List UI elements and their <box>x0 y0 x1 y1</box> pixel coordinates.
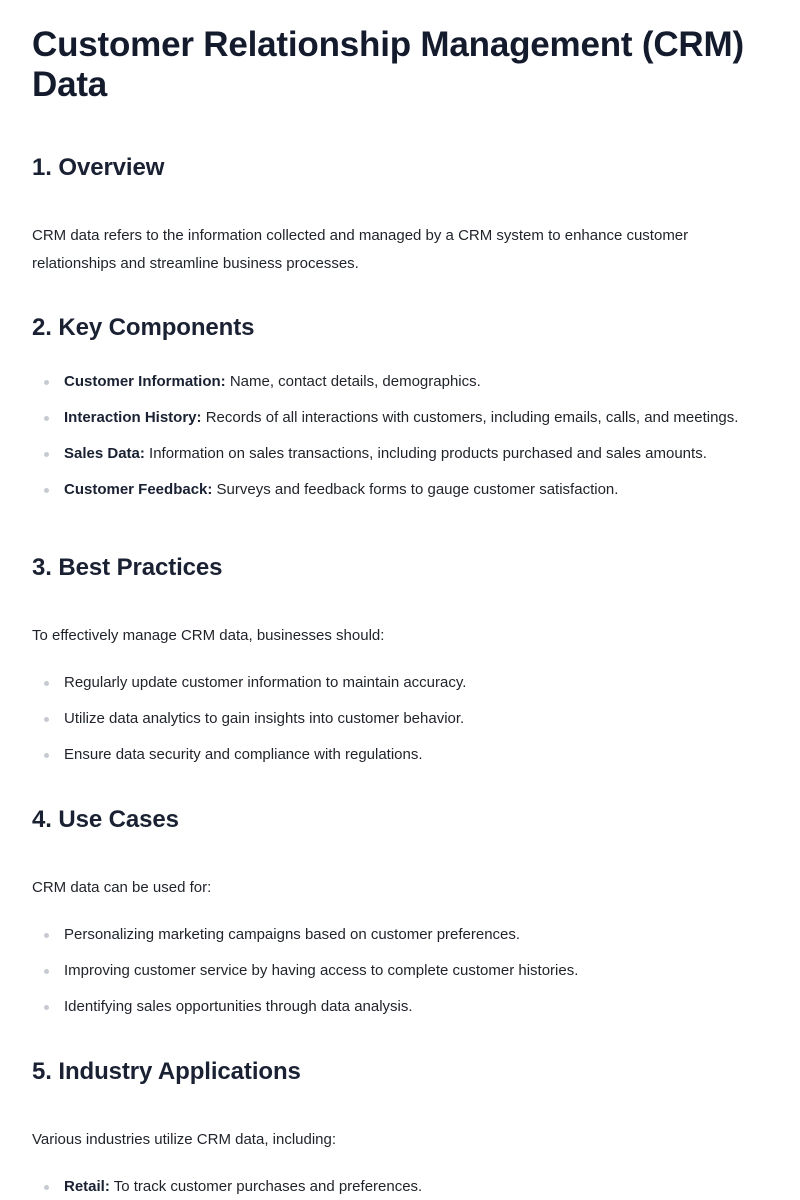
list-item <box>32 995 772 1019</box>
list-item <box>32 671 772 695</box>
item-text: Records of all interactions with customers, including emails, calls, and meetings. <box>201 409 739 426</box>
section-heading: 5. Industry Applications <box>32 1058 301 1085</box>
item-text: Name, contact details, demographics. <box>225 373 481 390</box>
item-text: To track customer purchases and preferences. <box>109 1178 423 1195</box>
item-term: Customer Feedback: <box>64 481 213 498</box>
item-term: Interaction History: <box>64 409 202 426</box>
list-item <box>32 406 772 430</box>
use-cases-intro: CRM data can be used for: <box>32 879 212 896</box>
section-heading: 4. Use Cases <box>32 806 179 833</box>
key-components-list <box>32 370 772 502</box>
bullet-icon <box>44 488 49 493</box>
item-text: Information on sales transactions, including products purchased and sales amounts. <box>144 445 707 462</box>
bullet-icon <box>44 717 49 722</box>
industry-applications-list <box>32 1175 772 1199</box>
section-heading: 3. Best Practices <box>32 554 223 581</box>
section-use-cases <box>32 805 772 1031</box>
industry-applications-intro: Various industries utilize CRM data, including: <box>32 1131 337 1148</box>
page-title: Customer Relationship Management (CRM) Data <box>32 25 744 104</box>
bullet-icon <box>44 380 49 385</box>
list-item <box>32 1175 772 1199</box>
list-item <box>32 707 772 731</box>
item-text: Improving customer service by having access to complete customer histories. <box>64 962 579 979</box>
bullet-icon <box>44 753 49 758</box>
item-text: Ensure data security and compliance with regulations. <box>64 746 423 763</box>
item-text: Surveys and feedback forms to gauge customer satisfaction. <box>212 481 619 498</box>
bullet-icon <box>44 452 49 457</box>
section-overview <box>32 153 772 278</box>
item-term: Sales Data: <box>64 445 145 462</box>
list-item <box>32 442 772 466</box>
section-industry-applications <box>32 1057 772 1200</box>
use-cases-list <box>32 923 772 1019</box>
list-item <box>32 478 772 502</box>
bullet-icon <box>44 681 49 686</box>
bullet-icon <box>44 1185 49 1190</box>
best-practices-intro: To effectively manage CRM data, businesses should: <box>32 627 385 644</box>
list-item <box>32 743 772 767</box>
bullet-icon <box>44 933 49 938</box>
bullet-icon <box>44 1005 49 1010</box>
item-text: Identifying sales opportunities through data analysis. <box>64 998 413 1015</box>
section-best-practices <box>32 553 772 779</box>
overview-paragraph: CRM data refers to the information collected and managed by a CRM system to enhance customer relationships and streamline business processes. <box>32 227 689 272</box>
item-text: Personalizing marketing campaigns based on customer preferences. <box>64 926 521 943</box>
item-text: Utilize data analytics to gain insights into customer behavior. <box>64 710 465 727</box>
section-heading: 2. Key Components <box>32 314 255 341</box>
section-key-components <box>32 313 772 514</box>
item-term: Retail: <box>64 1178 110 1195</box>
best-practices-list <box>32 671 772 767</box>
bullet-icon <box>44 969 49 974</box>
item-text: Regularly update customer information to maintain accuracy. <box>64 674 467 691</box>
list-item <box>32 370 772 394</box>
list-item <box>32 959 772 983</box>
list-item <box>32 923 772 947</box>
bullet-icon <box>44 416 49 421</box>
section-heading: 1. Overview <box>32 154 165 181</box>
item-term: Customer Information: <box>64 373 226 390</box>
